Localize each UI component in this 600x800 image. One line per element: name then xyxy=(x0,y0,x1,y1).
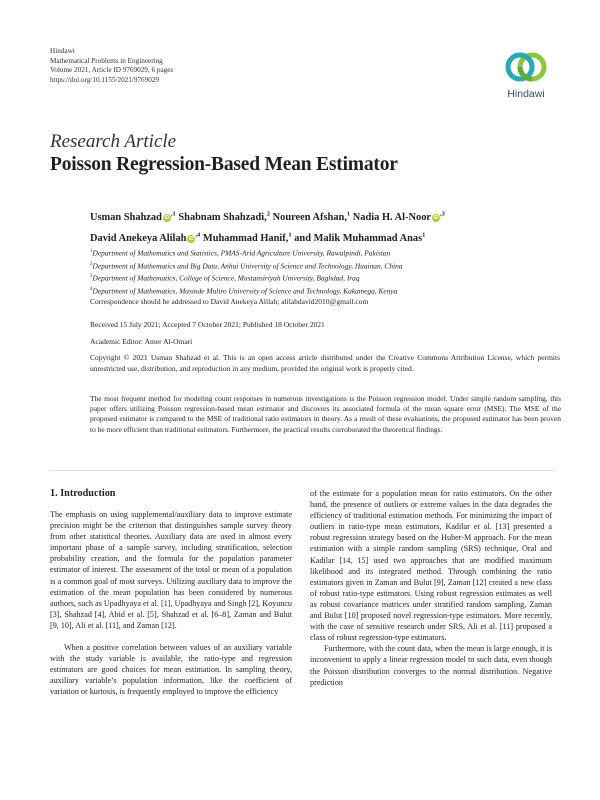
journal-publisher: Hindawi xyxy=(50,47,75,55)
paragraph: of the estimate for a population mean for ratio estimators. On the other hand, the presence of outliers or extreme values in the data degrades the efficiency of traditional estimation methods. For minimizing the impact of outliers in ratio-type mean estimators, Kadilar et al. [13] presented a robust regression strategy based on the Huber-M approach. For the mean estimation with a simple random sampling (SRS) technique, Oral and Kadilar [14, 15] used two approaches that are modified maximum likelihood and its integrated method. Through combining the ratio estimators given in Zaman and Bulut [9], Zaman [12] created a new class of robust ratio-type estimators. Using robust regression estimates as well as robust covariance matrices under stratified random sampling, Zaman and Bulut [10] proposed novel regression-type estimators. More recently, with the case of sensitive research under SRS, Ali et al. [11] proposed a class of robust regression-type estimators. xyxy=(310,489,552,643)
section-heading: 1. Introduction xyxy=(50,488,116,499)
right-column xyxy=(310,488,552,688)
author[interactable]: Noureen Afshan,$^1$ xyxy=(272,211,351,224)
author[interactable]: Shabnam Shahzadi,$^2$ xyxy=(178,211,271,224)
journal-volume: Volume 2021, Article ID 9769029, 6 pages xyxy=(50,66,174,75)
orcid-icon[interactable]: iD xyxy=(433,215,439,222)
affiliation: $^4$Department of Mathematics, Masinde Muliro University of Science and Technology, Kakamega, Kenya xyxy=(90,286,398,296)
paragraph: Furthermore, with the count data, when the mean is large enough, it is inconvenient to apply a linear regression model to such data, even though the Poisson distribution converges to the normal distribution. Negative prediction xyxy=(310,644,552,687)
hindawi-logo-icon xyxy=(497,47,555,87)
logo-text: Hindawi xyxy=(507,88,545,100)
hindawi-logo[interactable] xyxy=(497,47,555,105)
orcid-icon[interactable]: iD xyxy=(164,215,170,222)
affiliation: $^3$Department of Mathematics, College of Science, Mustansiriyah University, Baghdad, Iraq xyxy=(90,273,360,283)
affiliation: $^2$Department of Mathematics and Big Data, Anhui University of Science and Technology, Huainan, China xyxy=(90,261,403,271)
paragraph: When a positive correlation between values of an auxiliary variable with the study variable is available, the ratio-type and regression estimators are good choices for mean estimation. In sampling theory, auxiliary variable’s population information, like the coefficient of variation or kurtosis, is frequently employed to improve the efficiency xyxy=(50,643,292,697)
affiliations xyxy=(90,246,560,297)
publication-dates: Received 15 July 2021; Accepted 7 October 2021; Published 18 October 2021 xyxy=(90,320,325,329)
journal-doi[interactable]: https://doi.org/10.1155/2021/9769029 xyxy=(50,75,160,84)
journal-info xyxy=(50,47,173,85)
author[interactable]: Muhammad Hanif,$^1$ xyxy=(202,231,292,244)
page-title: Poisson Regression-Based Mean Estimator xyxy=(50,154,398,175)
correspondence: Correspondence should be addressed to David Anekeya Alilah; alilahdavid2010@gmail.com xyxy=(90,297,369,306)
author-list xyxy=(90,206,550,247)
copyright: Copyright © 2021 Usman Shahzad et al. This is an open access article distributed under the Creative Commons Attribution License, which permits unrestricted use, distribution, and reproduction in any medium, provided the original work is properly cited. xyxy=(90,353,560,373)
abstract: The most frequent method for modeling count responses in numerous investigations is the Poisson regression model. Under simple random sampling, this paper offers utilizing Poisson regression-based mean estimator and discovers its associated formula of the mean square error (MSE). The MSE of the proposed estimator is compared to the MSE of traditional ratio estimators in theory. As a result of these evaluations, the proposed estimator has been proven to be more efficient than traditional estimators. Furthermore, the practical results corroborated the theoretical findings. xyxy=(90,394,561,434)
journal-name: Mathematical Problems in Engineering xyxy=(50,56,163,65)
academic-editor: Academic Editor: Amer Al-Omari xyxy=(90,337,193,346)
affiliation: $^1$Department of Mathematics and Statistics, PMAS-Arid Agriculture University, Rawalpindi, Pakistan xyxy=(90,248,391,258)
author[interactable]: Usman Shahzad $iD^{,1}$ xyxy=(90,211,176,224)
author[interactable]: and Malik Muhammad Anas$^1$ xyxy=(294,231,426,244)
author[interactable]: David Anekeya Alilah $iD^{,4}$ xyxy=(90,231,201,244)
left-column xyxy=(50,488,292,698)
author[interactable]: Nadia H. Al-Noor $iD^{,3}$ xyxy=(352,211,445,224)
article-type: Research Article xyxy=(50,131,177,152)
divider xyxy=(50,470,555,471)
orcid-icon[interactable]: iD xyxy=(188,235,194,242)
paragraph: The emphasis on using supplemental/auxiliary data to improve estimate precision might be the criterion that distinguishes sample survey theory from other statistical theories. Auxiliary data are used in almost every important phase of a sample survey, including stratification, selection probability creation, and the formula for the population parameter estimator of interest. The assessment of the total or mean of a population is a common goal of most surveys. Utilizing auxiliary data to improve the estimation of the mean population has been considered by numerous authors, such as Upadhyaya et al. [1], Upadhyaya and Singh [2], Koyuncu [3], Shahzad [4], Abid et al. [5], Shahzad et al. [6–8], Zaman and Bulut [9, 10], Ali et al. [11], and Zaman [12]. xyxy=(50,510,292,630)
